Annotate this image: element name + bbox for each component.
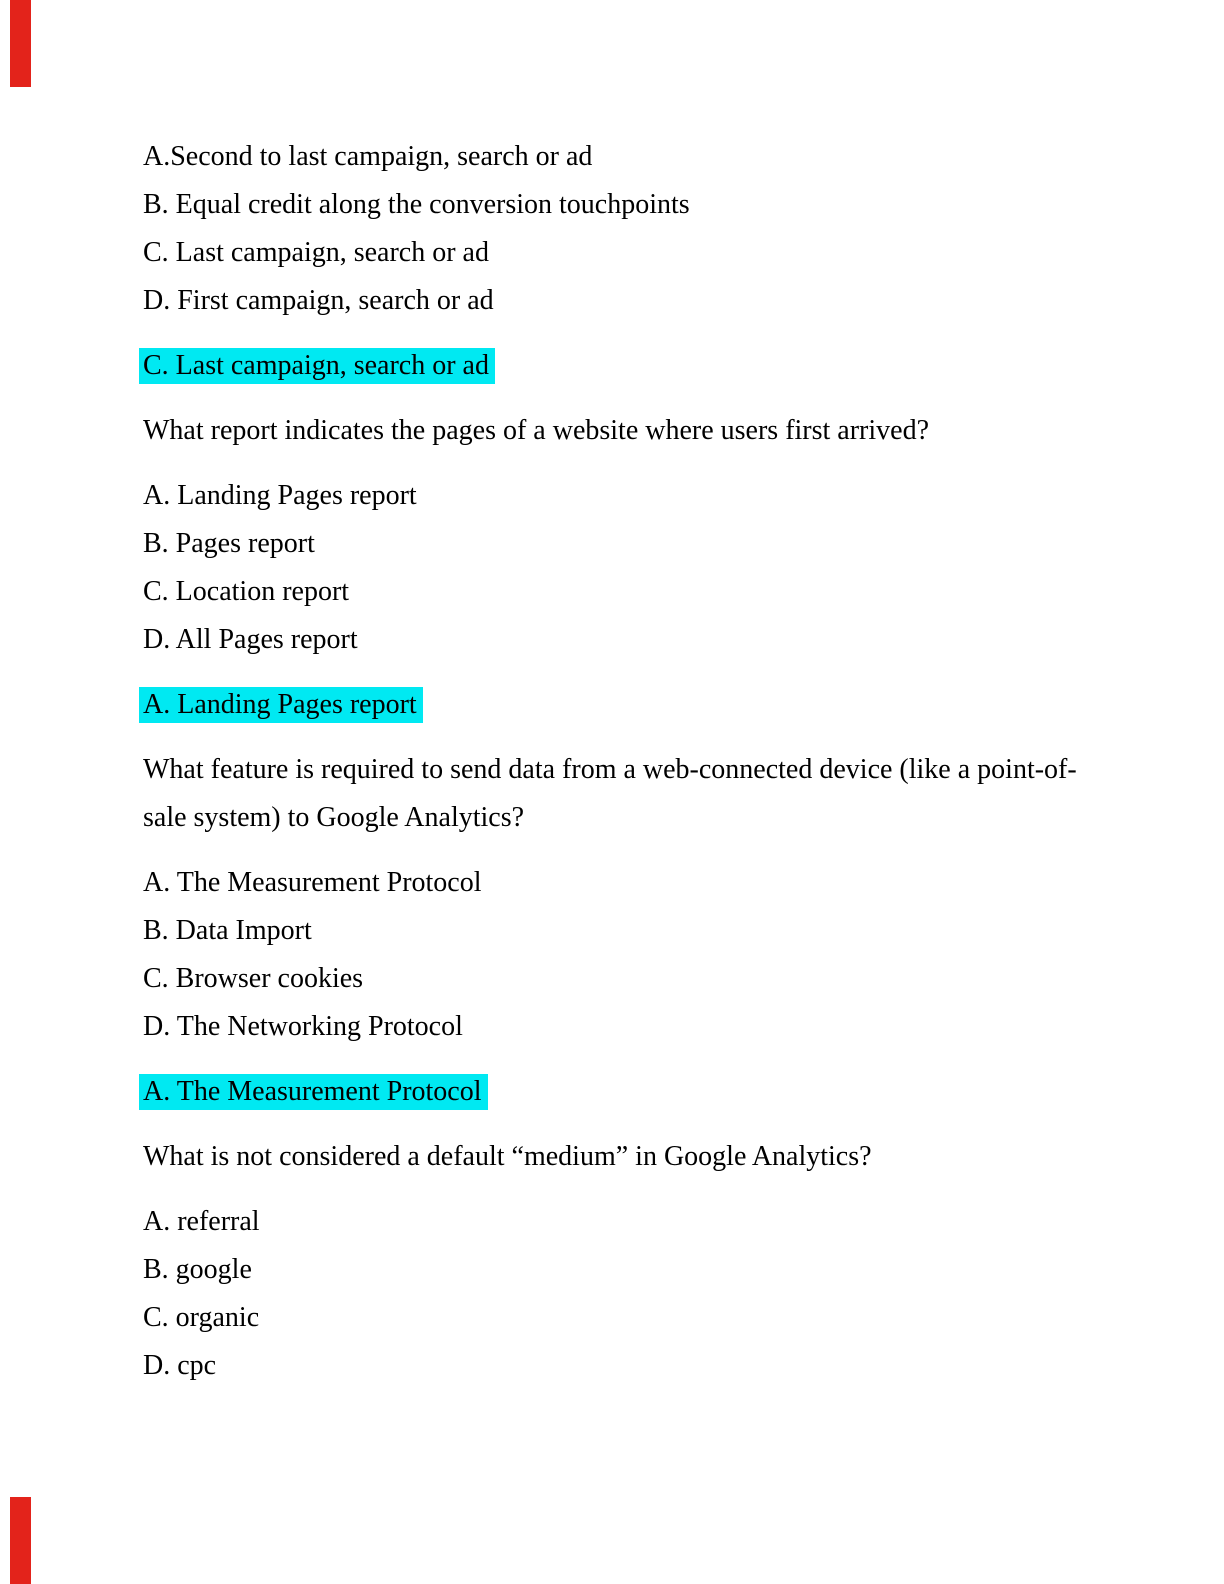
answer-highlight: A. The Measurement Protocol (139, 1074, 488, 1110)
question-4-text: What is not considered a default “medium” in Google Analytics? (143, 1141, 872, 1172)
question-3-options (143, 859, 1088, 1051)
document-page (143, 133, 1088, 1407)
option-line: D. First campaign, search or ad (143, 285, 494, 316)
option-line: A. The Measurement Protocol (143, 867, 482, 898)
option-line: B. Pages report (143, 528, 315, 559)
option-line: A. referral (143, 1206, 260, 1237)
question-1-options (143, 133, 1088, 325)
question-2-answer (143, 681, 1088, 729)
option-line: C. Location report (143, 576, 350, 607)
answer-highlight: A. Landing Pages report (139, 687, 423, 723)
option-line: D. cpc (143, 1350, 217, 1381)
answer-highlight: C. Last campaign, search or ad (139, 348, 495, 384)
question-4-options (143, 1198, 1088, 1390)
option-line: B. Data Import (143, 915, 312, 946)
option-line: A.Second to last campaign, search or ad (143, 141, 593, 172)
question-1-answer (143, 342, 1088, 390)
option-line: C. Browser cookies (143, 963, 364, 994)
question-3-answer (143, 1068, 1088, 1116)
question-2-text: What report indicates the pages of a website where users first arrived? (143, 415, 930, 446)
option-line: B. google (143, 1254, 252, 1285)
option-line: D. All Pages report (143, 624, 358, 655)
option-line: B. Equal credit along the conversion touchpoints (143, 189, 690, 220)
option-line: C. Last campaign, search or ad (143, 237, 489, 268)
option-line: D. The Networking Protocol (143, 1011, 463, 1042)
option-line: A. Landing Pages report (143, 480, 417, 511)
red-edge-mark-top (10, 0, 31, 87)
option-line: C. organic (143, 1302, 260, 1333)
question-3-text: What feature is required to send data from a web-connected device (like a point-of-sale system) to Google Analytics? (143, 754, 1077, 833)
question-2-options (143, 472, 1088, 664)
red-edge-mark-bottom (10, 1497, 31, 1584)
